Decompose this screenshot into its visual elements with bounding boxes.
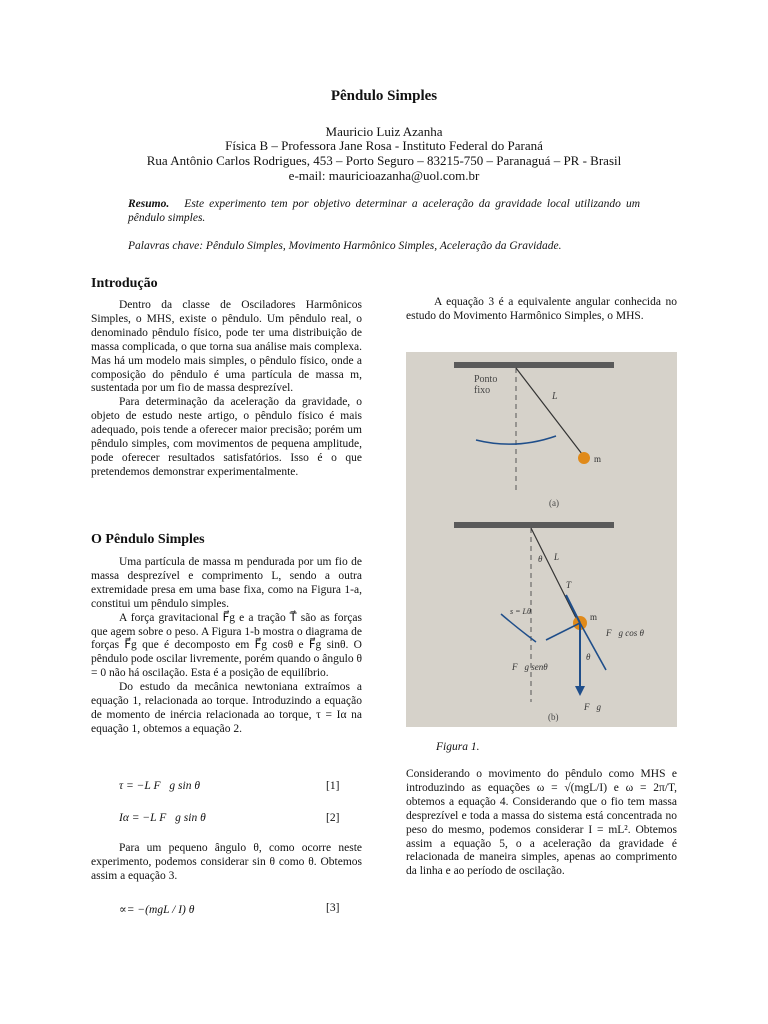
equation-1: τ = −L F⃗g sin θ bbox=[119, 780, 200, 792]
section2-paragraph-2: A força gravitacional F⃗g e a tração T⃗ são as forças que agem sobre o peso. A Figura 1-b mostra o diagrama de forças F⃗g que é decomposto em F⃗g cosθ e F⃗g sinθ. O pêndulo pode oscilar livremente, porém quando o ângulo θ = 0 não há oscilação. Esta é a posição de equilíbrio. bbox=[91, 611, 362, 680]
section2-paragraph-4: Para um pequeno ângulo θ, como ocorre neste experimento, podemos considerar sin θ como θ. Obtemos assim a equação 3. bbox=[91, 842, 362, 882]
label-m-b: m bbox=[590, 612, 598, 622]
label-fixo: fixo bbox=[474, 385, 491, 396]
string-a bbox=[516, 368, 582, 454]
bob-a bbox=[578, 452, 590, 464]
pendulum-figure bbox=[406, 352, 677, 727]
label-s: s = Lθ bbox=[510, 607, 531, 616]
abstract-label: Resumo. bbox=[128, 198, 170, 210]
label-theta-top: θ bbox=[538, 554, 543, 564]
support-bar-a bbox=[454, 362, 614, 368]
heading-introducao: Introdução bbox=[91, 276, 158, 291]
label-L-a: L bbox=[552, 391, 558, 402]
address: Rua Antônio Carlos Rodrigues, 453 – Porto Seguro – 83215-750 – Paranaguá – PR - Brasil bbox=[146, 153, 622, 168]
heading-pendulo-simples: O Pêndulo Simples bbox=[91, 532, 205, 547]
abstract bbox=[128, 197, 640, 225]
string-b bbox=[531, 528, 577, 620]
section2-paragraph-1: Uma partícula de massa m pendurada por um fio de massa desprezível e comprimento L, sendo a outra extremidade presa em uma base fixa, como na Figura 1-a, constitui um pêndulo simples. bbox=[91, 556, 362, 610]
section2-body bbox=[91, 556, 362, 737]
right-paragraph-1: A equação 3 é a equivalente angular conhecida no estudo do Movimento Harmônico Simples, o MHS. bbox=[406, 296, 677, 322]
label-Fg: F⃗g bbox=[584, 702, 601, 712]
equation-2-number: [2] bbox=[326, 812, 340, 824]
equation-1-number: [1] bbox=[326, 780, 340, 792]
label-m-a: m bbox=[594, 454, 602, 464]
label-Fg-sen: F⃗g senθ bbox=[512, 662, 548, 672]
section2-paragraph-4-wrap bbox=[91, 842, 362, 884]
intro-paragraph-2: Para determinação da aceleração da gravidade, o objeto de estudo neste artigo, o pêndulo físico é mais adequado, pois tende a oferecer maior precisão; porém um pêndulo simples, com movimentos de pequena amplitude, pode oferecer resultados satisfatórios. Isso é o que pretendemos demonstrar experimentalmente. bbox=[91, 396, 362, 478]
figure-1 bbox=[406, 352, 677, 727]
affiliation: Física B – Professora Jane Rosa - Instituto Federal do Paraná bbox=[225, 138, 543, 153]
email: e-mail: mauricioazanha@uol.com.br bbox=[288, 168, 480, 183]
keywords: Palavras chave: Pêndulo Simples, Movimento Harmônico Simples, Aceleração da Gravidade. bbox=[128, 240, 562, 252]
label-T: T⃗ bbox=[566, 580, 579, 590]
support-bar-b bbox=[454, 522, 614, 528]
label-ponto: Ponto bbox=[474, 374, 498, 385]
label-L-b: L bbox=[554, 552, 560, 562]
vector-Fg-head bbox=[575, 686, 585, 696]
paper-title: Pêndulo Simples bbox=[330, 88, 438, 104]
vector-T bbox=[566, 595, 580, 623]
author: Mauricio Luiz Azanha bbox=[325, 124, 443, 139]
section2-paragraph-3: Do estudo da mecânica newtoniana extraímos a equação 1, relacionada ao torque. Introduzindo a equação de momento de inércia relacionada ao torque, τ = Iα na equação 1, obtemos a equação 2. bbox=[91, 681, 362, 735]
right-body bbox=[406, 768, 677, 879]
intro-body bbox=[91, 299, 362, 480]
vector-Fg-cos bbox=[580, 623, 606, 670]
label-a: (a) bbox=[549, 498, 559, 508]
equation-3-number: [3] bbox=[326, 902, 340, 914]
equation-3: ∝= −(mgL / I) θ bbox=[119, 904, 195, 916]
label-theta-bottom: θ bbox=[586, 652, 591, 662]
vector-Fg-sen bbox=[546, 623, 580, 640]
equation-2: Iα = −L F⃗g sin θ bbox=[119, 812, 206, 824]
right-paragraph-2: Considerando o movimento do pêndulo como MHS e introduzindo as equações ω = √(mgL/I) e ω = 2π/T, obtemos a equação 4. Considerando que o fio tem massa desprezível e toda a massa do sistema está concentrada no peso do mesmo, podemos considerar I = mL². Obtemos assim a equação 5, o a aceleração da gravidade é relacionada de maneira simples, apenas ao comprimento da linha e ao período de oscilação. bbox=[406, 768, 677, 878]
figure-caption: Figura 1. bbox=[436, 741, 480, 753]
right-intro bbox=[406, 296, 677, 324]
abstract-text: Este experimento tem por objetivo determinar a aceleração da gravidade local utilizando um pêndulo simples. bbox=[128, 198, 640, 224]
intro-paragraph-1: Dentro da classe de Osciladores Harmônicos Simples, o MHS, existe o pêndulo. Um pêndulo real, o denominado pêndulo físico, pode ter uma distribuição de massa complicada, o que torna sua análise mais complexa. Mas há um modelo mais simples, o pêndulo físico, onde a composição do pêndulo é uma partícula de massa m, sustentada por um fio de massa desprezível. bbox=[91, 299, 362, 395]
label-Fg-cos: F⃗g cos θ bbox=[606, 628, 644, 638]
label-b: (b) bbox=[548, 712, 559, 722]
